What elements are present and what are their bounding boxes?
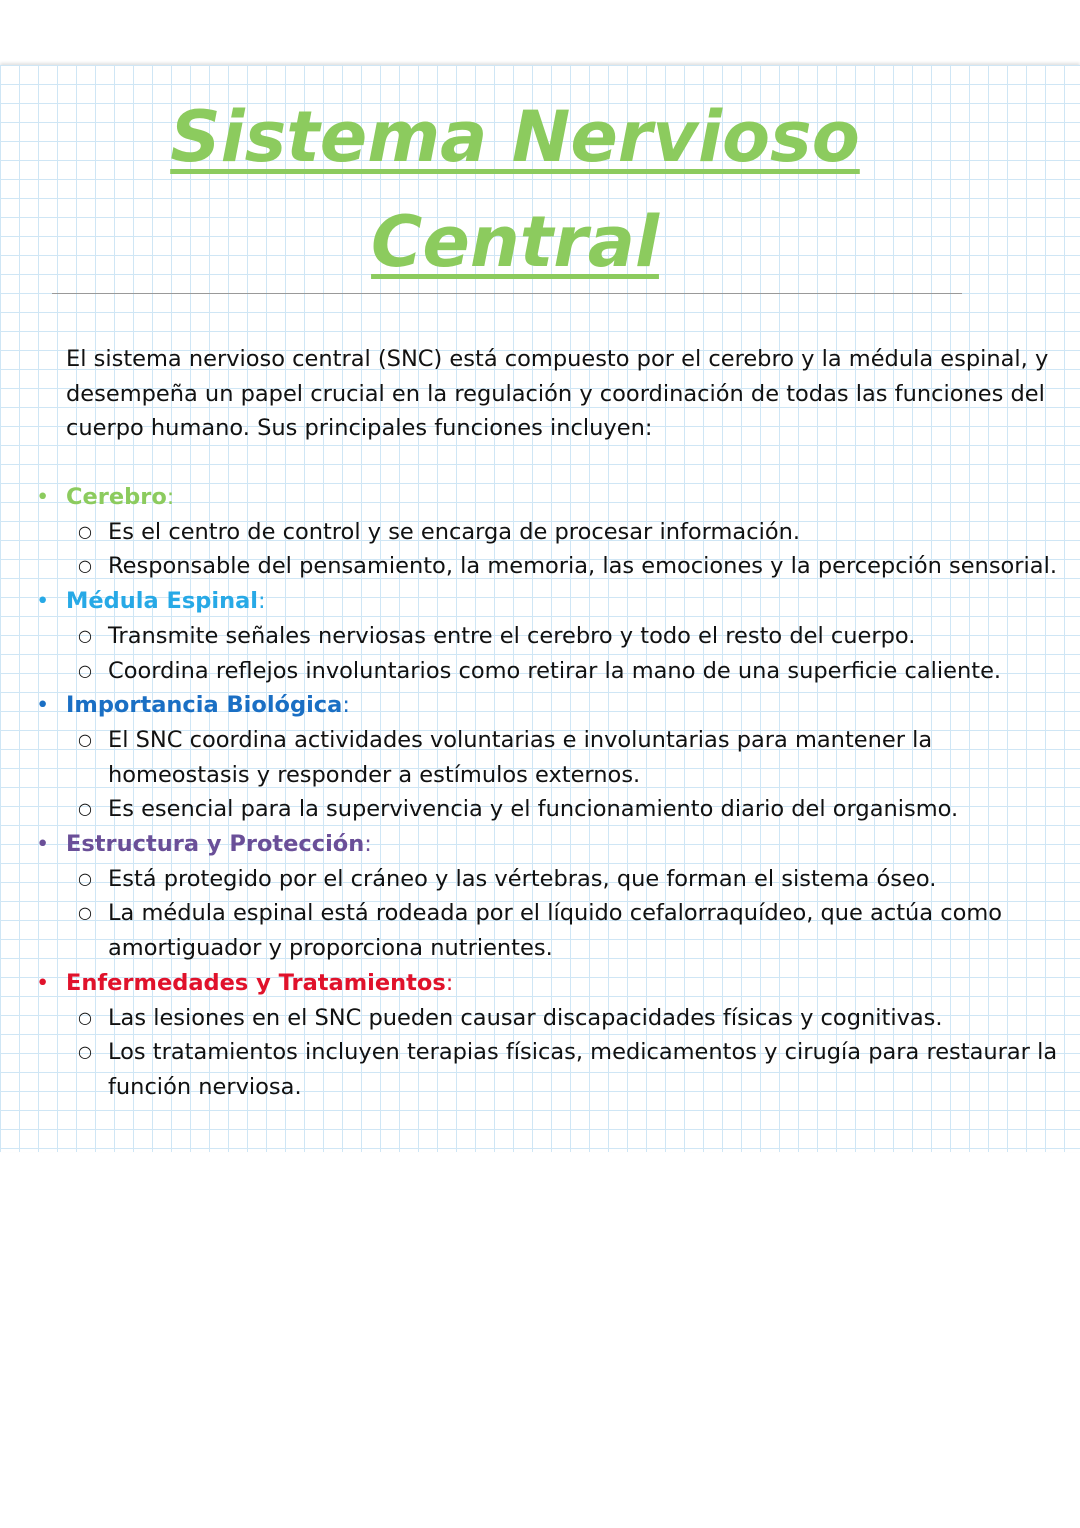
section-heading: • Enfermedades y Tratamientos:	[0, 966, 1080, 1001]
list-item: ○ Los tratamientos incluyen terapias físicas, medicamentos y cirugía para restaurar la función nerviosa.	[0, 1035, 1080, 1104]
list-item: ○ Es esencial para la supervivencia y el funcionamiento diario del organismo.	[0, 792, 1080, 827]
divider	[52, 293, 962, 294]
section-heading-text: Enfermedades y Tratamientos	[66, 969, 446, 996]
title-line-2: Central	[371, 201, 659, 283]
section-heading: • Cerebro:	[0, 480, 1080, 515]
list-item: ○ Transmite señales nerviosas entre el cerebro y todo el resto del cuerpo.	[0, 619, 1080, 654]
list-item: ○ Responsable del pensamiento, la memoria, las emociones y la percepción sensorial.	[0, 549, 1080, 584]
intro-paragraph: El sistema nervioso central (SNC) está compuesto por el cerebro y la médula espinal, y desempeña un papel crucial en la regulación y coordinación de todas las funciones del cuerpo humano. Sus principales funciones incluyen:	[66, 346, 1049, 441]
title-line-1: Sistema Nervioso	[170, 96, 860, 178]
section-heading-text: Cerebro	[66, 484, 167, 510]
function-list	[0, 480, 1080, 1105]
list-item: ○ Coordina reflejos involuntarios como retirar la mano de una superficie caliente.	[0, 654, 1080, 689]
section-heading: • Importancia Biológica:	[0, 688, 1080, 723]
list-item: ○ El SNC coordina actividades voluntarias e involuntarias para mantener la homeostasis y responder a estímulos externos.	[0, 723, 1080, 792]
list-item: ○ La médula espinal está rodeada por el líquido cefalorraquídeo, que actúa como amortiguador y proporciona nutrientes.	[0, 896, 1080, 965]
section-heading-text: Importancia Biológica	[66, 692, 343, 719]
list-item: ○ Las lesiones en el SNC pueden causar discapacidades físicas y cognitivas.	[0, 1001, 1080, 1036]
list-item: ○ Es el centro de control y se encarga de procesar información.	[0, 515, 1080, 550]
list-item: ○ Está protegido por el cráneo y las vértebras, que forman el sistema óseo.	[0, 862, 1080, 897]
section-heading-text: Estructura y Protección	[66, 831, 365, 858]
section-heading-text: Médula Espinal	[66, 588, 258, 615]
section-heading: • Estructura y Protección:	[0, 827, 1080, 862]
section-heading: • Médula Espinal:	[0, 584, 1080, 619]
